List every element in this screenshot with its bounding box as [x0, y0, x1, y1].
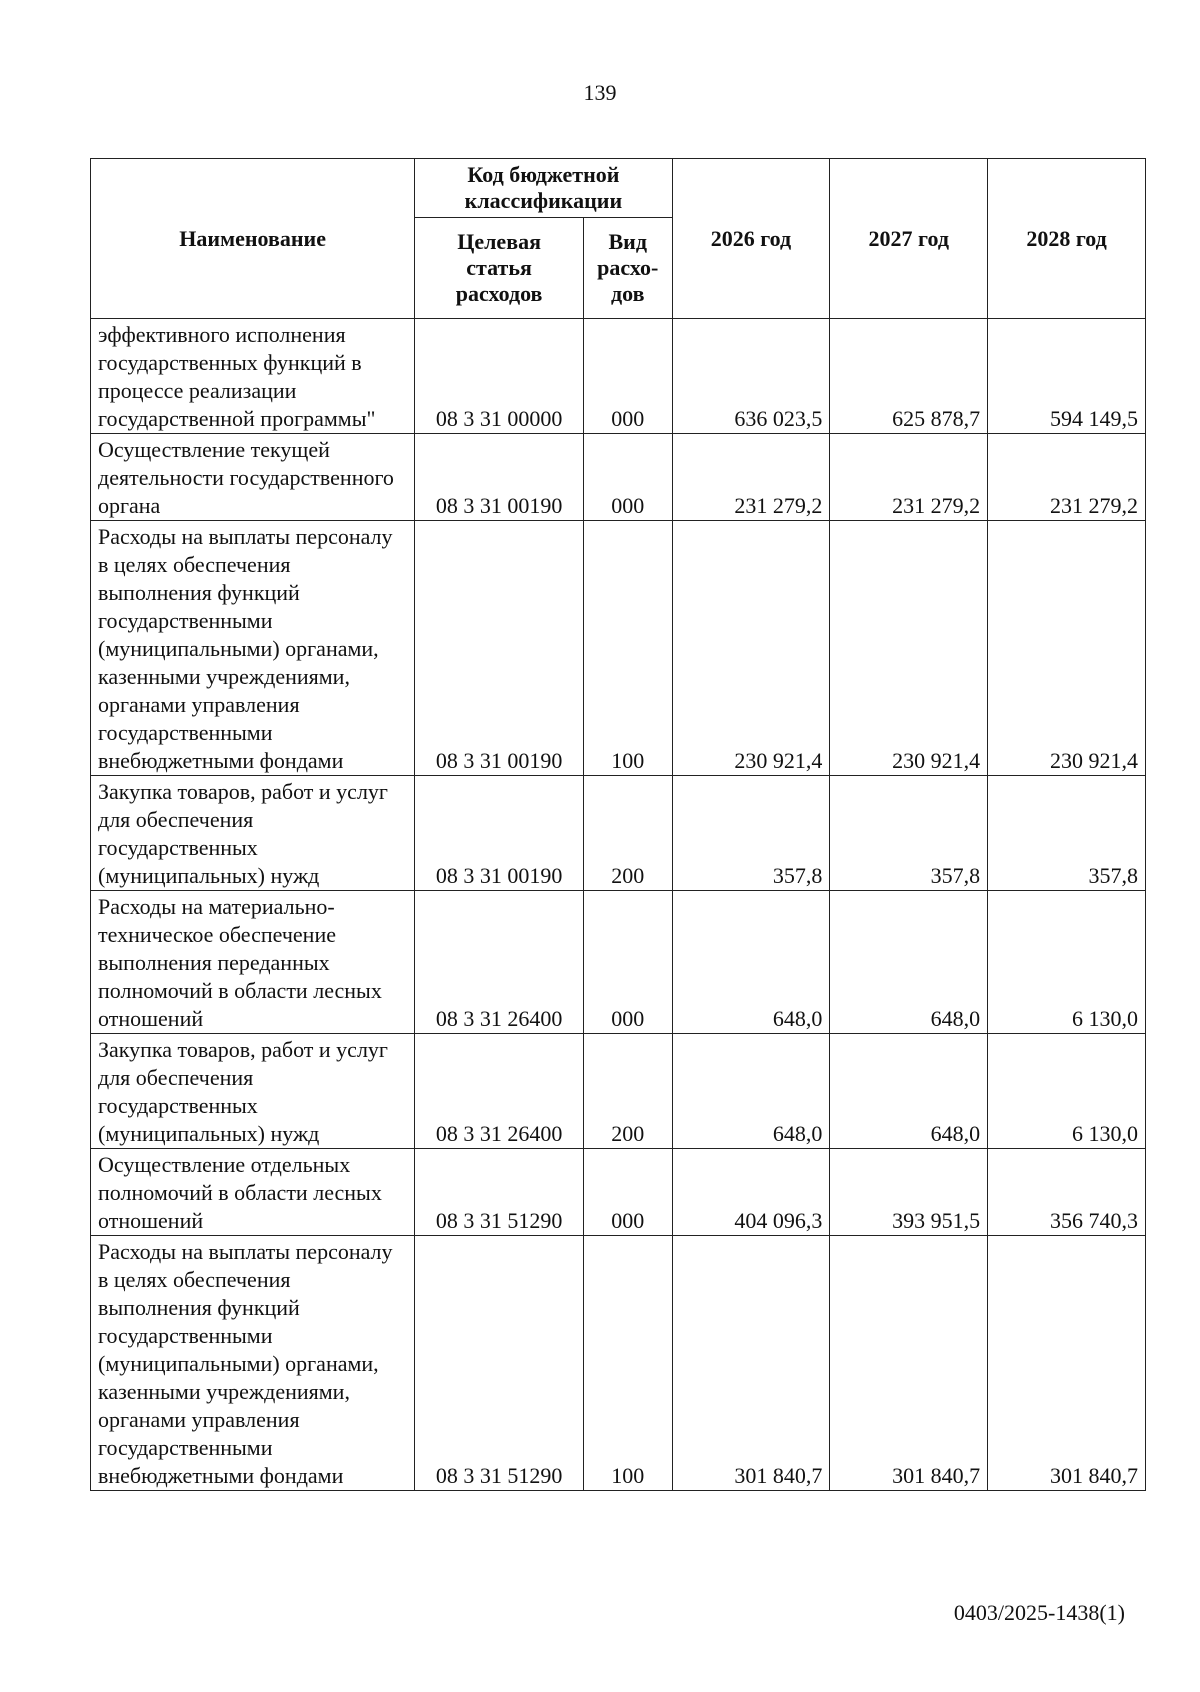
- row-value-2028: 594 149,5: [988, 319, 1146, 434]
- header-year-2027: 2027 год: [830, 159, 988, 319]
- row-name: Расходы на выплаты персоналу в целях обеспечения выполнения функций государственными (муниципальными) органами, казенными учреждениями, органами управления государственными внебюджетными фондами: [91, 1236, 415, 1491]
- row-target-article: 08 3 31 51290: [415, 1236, 584, 1491]
- row-expense-type: 000: [583, 319, 672, 434]
- row-value-2028: 357,8: [988, 776, 1146, 891]
- row-name: Расходы на материально-техническое обеспечение выполнения переданных полномочий в области лесных отношений: [91, 891, 415, 1034]
- row-expense-type: 000: [583, 891, 672, 1034]
- table-row: [91, 776, 1146, 891]
- row-name: эффективного исполнения государственных функций в процессе реализации государственной программы": [91, 319, 415, 434]
- row-value-2027: 231 279,2: [830, 434, 988, 521]
- row-value-2028: 6 130,0: [988, 1034, 1146, 1149]
- table-row: [91, 1236, 1146, 1491]
- row-value-2028: 231 279,2: [988, 434, 1146, 521]
- row-value-2026: 230 921,4: [672, 521, 830, 776]
- row-target-article: 08 3 31 00000: [415, 319, 584, 434]
- row-value-2026: 357,8: [672, 776, 830, 891]
- header-year-2028: 2028 год: [988, 159, 1146, 319]
- row-expense-type: 000: [583, 1149, 672, 1236]
- row-value-2026: 231 279,2: [672, 434, 830, 521]
- table-row: [91, 891, 1146, 1034]
- row-target-article: 08 3 31 26400: [415, 891, 584, 1034]
- header-name: Наименование: [91, 159, 415, 319]
- budget-table: [90, 158, 1146, 1491]
- row-value-2028: 301 840,7: [988, 1236, 1146, 1491]
- row-value-2028: 6 130,0: [988, 891, 1146, 1034]
- row-value-2026: 404 096,3: [672, 1149, 830, 1236]
- row-value-2026: 301 840,7: [672, 1236, 830, 1491]
- row-value-2027: 625 878,7: [830, 319, 988, 434]
- row-value-2028: 230 921,4: [988, 521, 1146, 776]
- row-value-2027: 230 921,4: [830, 521, 988, 776]
- row-expense-type: 200: [583, 1034, 672, 1149]
- row-target-article: 08 3 31 26400: [415, 1034, 584, 1149]
- table-header: [91, 159, 1146, 319]
- header-expense-type: Вид расхо-дов: [583, 218, 672, 319]
- row-value-2026: 636 023,5: [672, 319, 830, 434]
- row-name: Осуществление отдельных полномочий в области лесных отношений: [91, 1149, 415, 1236]
- row-value-2027: 648,0: [830, 891, 988, 1034]
- table-body: [91, 319, 1146, 1491]
- row-name: Закупка товаров, работ и услуг для обеспечения государственных (муниципальных) нужд: [91, 776, 415, 891]
- row-expense-type: 100: [583, 1236, 672, 1491]
- row-target-article: 08 3 31 00190: [415, 776, 584, 891]
- table-row: [91, 434, 1146, 521]
- row-value-2026: 648,0: [672, 891, 830, 1034]
- row-value-2027: 393 951,5: [830, 1149, 988, 1236]
- header-budget-code: Код бюджетной классификации: [415, 159, 672, 218]
- header-year-2026: 2026 год: [672, 159, 830, 319]
- row-name: Расходы на выплаты персоналу в целях обеспечения выполнения функций государственными (муниципальными) органами, казенными учреждениями, органами управления государственными внебюджетными фондами: [91, 521, 415, 776]
- row-target-article: 08 3 31 00190: [415, 521, 584, 776]
- page-number: 139: [583, 80, 617, 105]
- table-row: [91, 319, 1146, 434]
- table-row: [91, 1149, 1146, 1236]
- row-expense-type: 100: [583, 521, 672, 776]
- row-name: Осуществление текущей деятельности государственного органа: [91, 434, 415, 521]
- header-target-article: Целевая статья расходов: [415, 218, 584, 319]
- table-row: [91, 1034, 1146, 1149]
- row-target-article: 08 3 31 00190: [415, 434, 584, 521]
- row-value-2026: 648,0: [672, 1034, 830, 1149]
- row-value-2027: 301 840,7: [830, 1236, 988, 1491]
- row-value-2027: 357,8: [830, 776, 988, 891]
- row-value-2027: 648,0: [830, 1034, 988, 1149]
- row-value-2028: 356 740,3: [988, 1149, 1146, 1236]
- row-expense-type: 000: [583, 434, 672, 521]
- row-name: Закупка товаров, работ и услуг для обеспечения государственных (муниципальных) нужд: [91, 1034, 415, 1149]
- table-row: [91, 521, 1146, 776]
- row-target-article: 08 3 31 51290: [415, 1149, 584, 1236]
- row-expense-type: 200: [583, 776, 672, 891]
- document-code: 0403/2025-1438(1): [953, 1600, 1125, 1625]
